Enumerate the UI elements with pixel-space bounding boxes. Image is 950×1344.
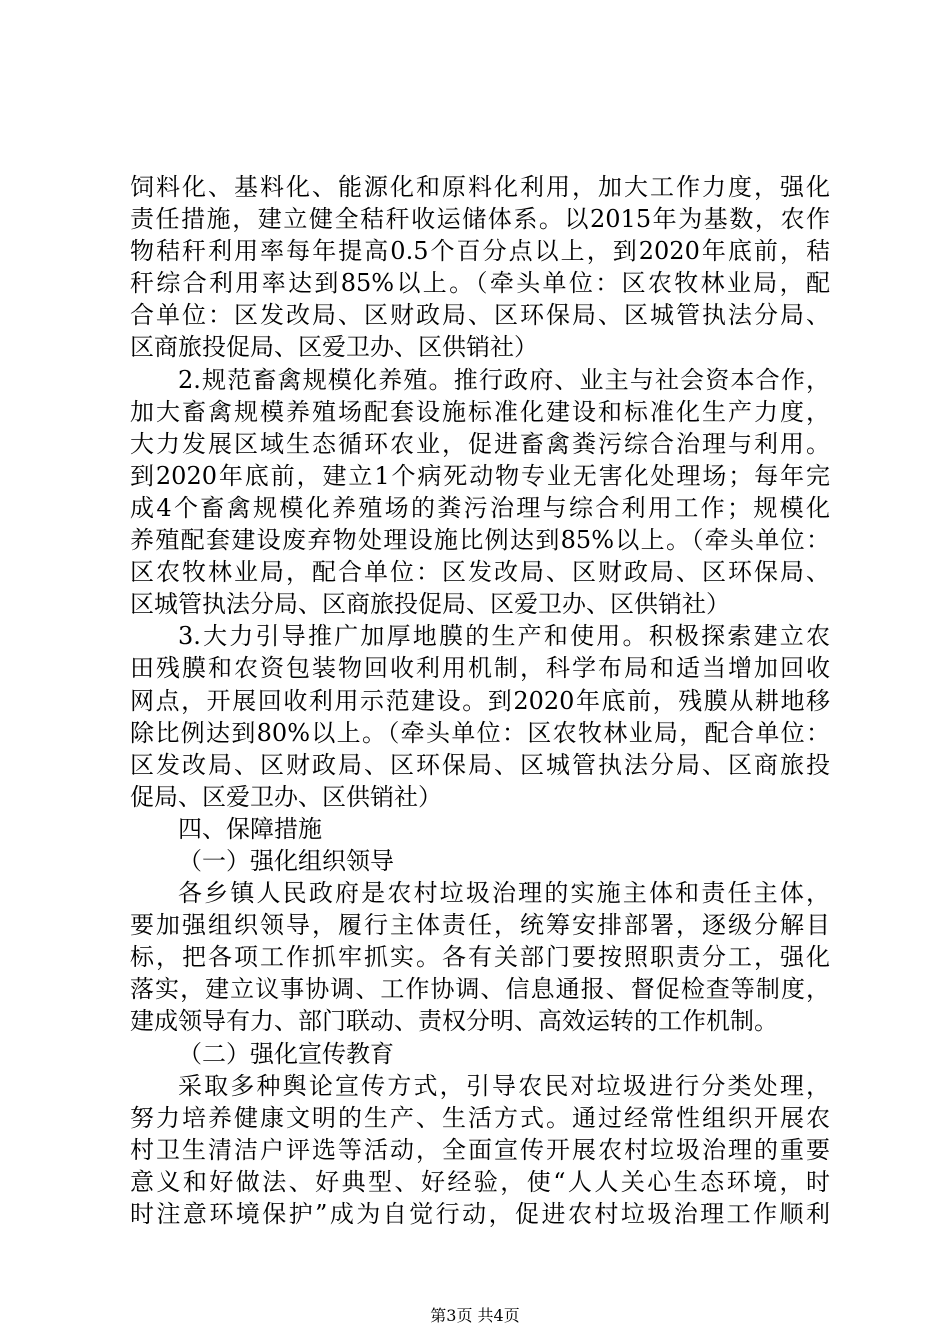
text-line: 要加强组织领导，履行主体责任，统筹安排部署，逐级分解目 <box>130 911 830 940</box>
text-line: （二）强化宣传教育 <box>178 1039 394 1068</box>
text-line: 努力培养健康文明的生产、生活方式。通过经常性组织开展农 <box>130 1103 830 1132</box>
text-line: 促局、区爱卫办、区供销社） <box>130 782 442 811</box>
text-line: 落实，建立议事协调、工作协调、信息通报、督促检查等制度， <box>130 975 830 1004</box>
text-line: 饲料化、基料化、能源化和原料化利用，加大工作力度，强化 <box>130 173 830 201</box>
text-line: 物秸秆利用率每年提高0.5个百分点以上，到2020年底前，秸 <box>130 237 830 266</box>
text-line: 采取多种舆论宣传方式，引导农民对垃圾进行分类处理， <box>178 1071 830 1100</box>
text-line: 网点，开展回收利用示范建设。到2020年底前，残膜从耕地移 <box>130 686 830 715</box>
text-line: 合单位：区发改局、区财政局、区环保局、区城管执法分局、 <box>130 301 830 330</box>
text-line: 标，把各项工作抓牢抓实。各有关部门要按照职责分工，强化 <box>130 943 830 972</box>
text-line: 区农牧林业局，配合单位：区发改局、区财政局、区环保局、 <box>130 558 830 587</box>
text-line: 村卫生清洁户评选等活动，全面宣传开展农村垃圾治理的重要 <box>130 1135 830 1164</box>
text-line: 大力发展区域生态循环农业，促进畜禽粪污综合治理与利用。 <box>130 429 830 458</box>
text-line: 养殖配套建设废弃物处理设施比例达到85%以上。（牵头单位： <box>130 526 830 555</box>
text-line: 各乡镇人民政府是农村垃圾治理的实施主体和责任主体， <box>178 879 830 908</box>
text-line: 秆综合利用率达到85%以上。（牵头单位：区农牧林业局，配 <box>130 269 830 298</box>
text-line: 2.规范畜禽规模化养殖。推行政府、业主与社会资本合作， <box>178 365 830 394</box>
text-line: 田残膜和农资包装物回收利用机制，科学布局和适当增加回收 <box>130 654 830 683</box>
text-line: 时注意环境保护”成为自觉行动，促进农村垃圾治理工作顺利 <box>130 1200 830 1228</box>
text-line: 建成领导有力、部门联动、责权分明、高效运转的工作机制。 <box>130 1007 778 1036</box>
text-line: 区商旅投促局、区爱卫办、区供销社） <box>130 333 538 362</box>
text-line: 到2020年底前，建立1个病死动物专业无害化处理场；每年完 <box>130 461 830 490</box>
text-line: 3.大力引导推广加厚地膜的生产和使用。积极探索建立农 <box>178 622 830 651</box>
document-body <box>130 171 830 1230</box>
text-line: 除比例达到80%以上。（牵头单位：区农牧林业局，配合单位： <box>130 718 830 747</box>
text-line: 区城管执法分局、区商旅投促局、区爱卫办、区供销社） <box>130 590 730 619</box>
text-line: 四、保障措施 <box>178 814 322 843</box>
text-line: （一）强化组织领导 <box>178 846 394 875</box>
text-line: 责任措施，建立健全秸秆收运储体系。以2015年为基数，农作 <box>130 205 830 234</box>
text-line: 意义和好做法、好典型、好经验，使“人人关心生态环境，时 <box>130 1167 830 1196</box>
text-line: 加大畜禽规模养殖场配套设施标准化建设和标准化生产力度， <box>130 397 830 426</box>
page-footer: 第3页 共4页 <box>430 1306 520 1325</box>
text-line: 区发改局、区财政局、区环保局、区城管执法分局、区商旅投 <box>130 750 830 779</box>
text-line: 成4个畜禽规模化养殖场的粪污治理与综合利用工作；规模化 <box>130 493 830 522</box>
